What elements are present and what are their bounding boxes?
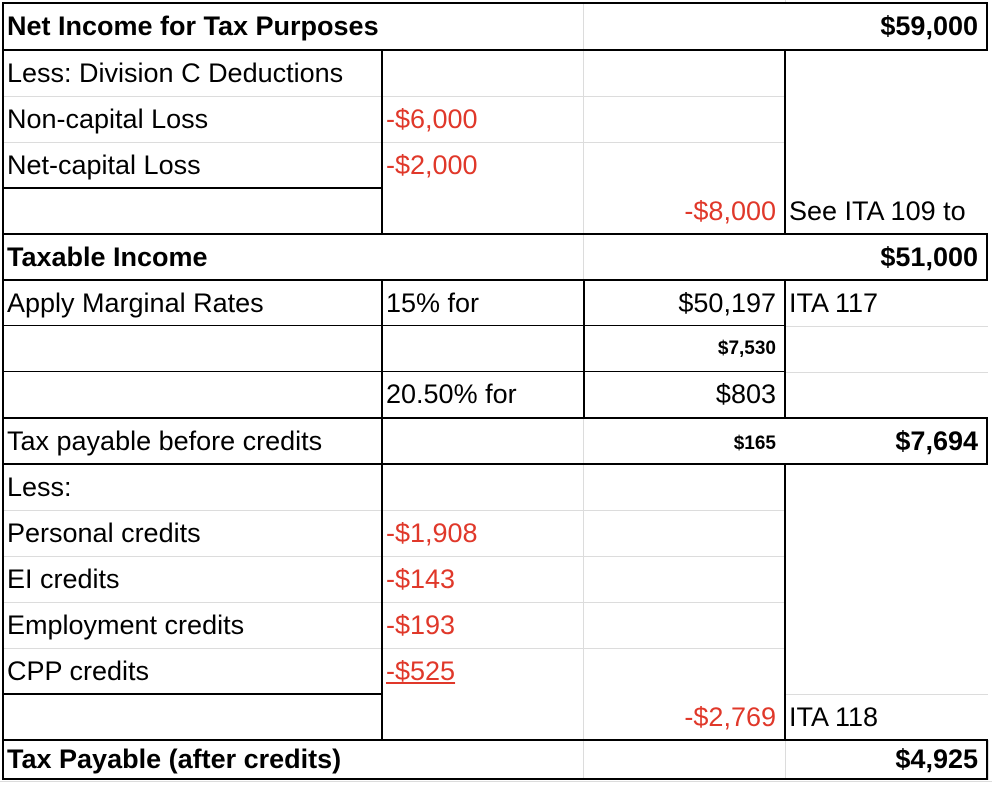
- ei-credits-value: -$143: [386, 564, 456, 594]
- division-c-total: -$8,000: [684, 195, 776, 226]
- bracket-1-amount: $50,197: [678, 287, 776, 318]
- cpp-credits-value: -$525: [386, 656, 456, 686]
- net-income-label: Net Income for Tax Purposes: [7, 11, 379, 41]
- ita-117-note: ITA 117: [789, 287, 879, 318]
- tax-before-credits-label: Tax payable before credits: [7, 425, 323, 456]
- rate-15-label: 15% for: [386, 287, 480, 318]
- less-credits-label: Less:: [7, 472, 72, 502]
- tax-before-credits-value: $7,694: [895, 425, 978, 456]
- ita-118-note: ITA 118: [789, 701, 879, 732]
- non-capital-loss-value: -$6,000: [386, 104, 478, 134]
- net-capital-loss-label: Net-capital Loss: [7, 150, 201, 180]
- taxable-income-value: $51,000: [880, 241, 978, 272]
- apply-marginal-rates-label: Apply Marginal Rates: [7, 287, 264, 318]
- net-capital-loss-value: -$2,000: [386, 150, 478, 180]
- tax-payable-label: Tax Payable (after credits): [7, 744, 342, 774]
- non-capital-loss-label: Non-capital Loss: [7, 104, 209, 134]
- personal-credits-label: Personal credits: [7, 518, 201, 548]
- bracket-2-tax: $165: [733, 432, 776, 454]
- personal-credits-value: -$1,908: [386, 518, 478, 548]
- less-division-c-label: Less: Division C Deductions: [7, 58, 344, 88]
- rate-20-5-label: 20.50% for: [386, 379, 517, 409]
- employment-credits-label: Employment credits: [7, 610, 245, 640]
- ei-credits-label: EI credits: [7, 564, 120, 594]
- bracket-2-amount: $803: [715, 379, 776, 409]
- cpp-credits-label: CPP credits: [7, 656, 150, 686]
- total-credits-value: -$2,769: [684, 701, 776, 732]
- ita-109-note: See ITA 109 to: [789, 195, 966, 226]
- tax-payable-value: $4,925: [895, 744, 978, 774]
- employment-credits-value: -$193: [386, 610, 456, 640]
- taxable-income-label: Taxable Income: [7, 241, 208, 272]
- bracket-1-tax: $7,530: [717, 338, 776, 359]
- net-income-value: $59,000: [880, 11, 978, 41]
